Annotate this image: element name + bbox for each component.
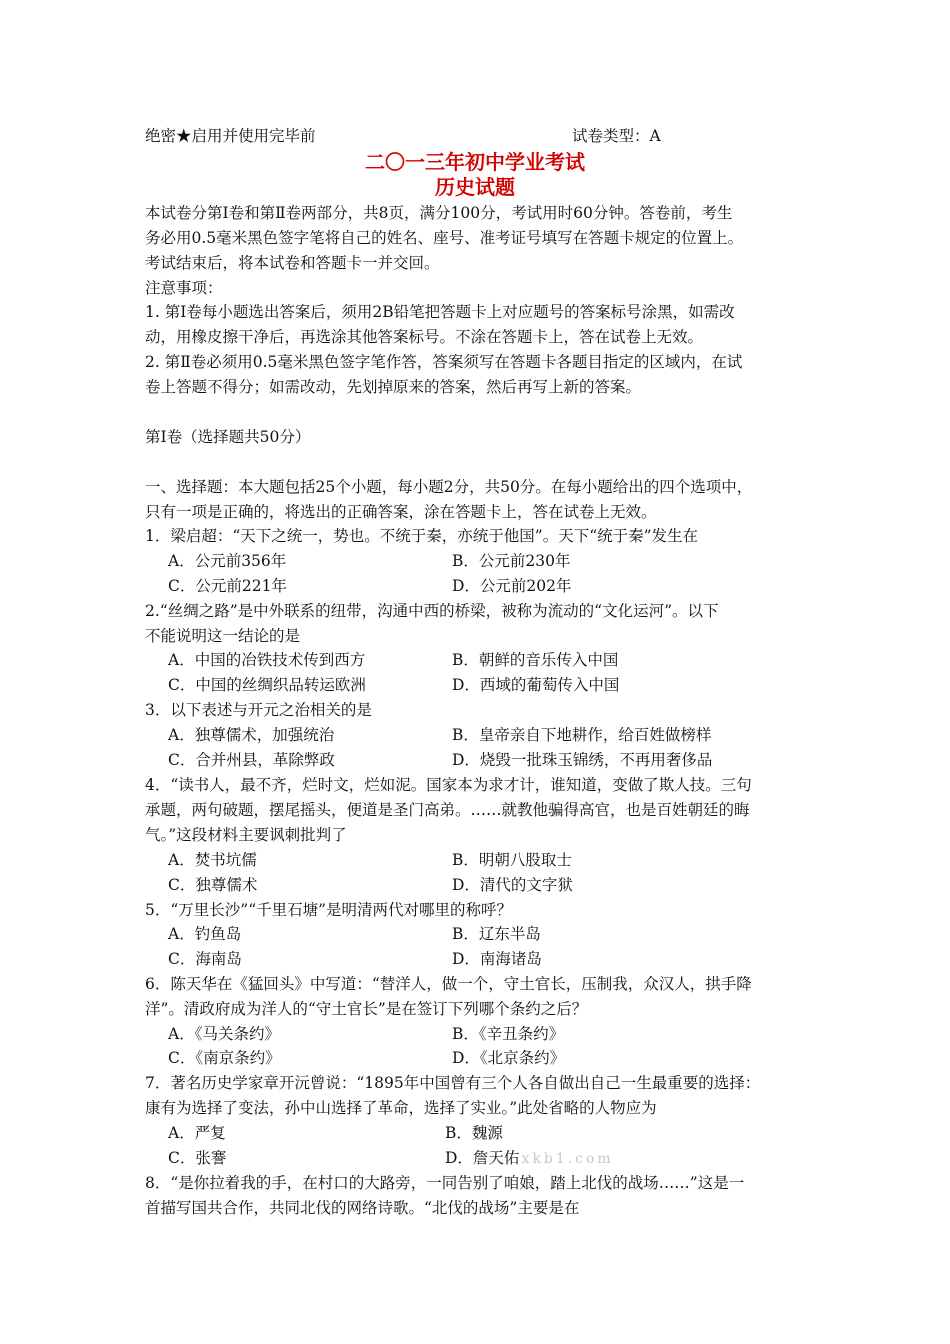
notice-line: 卷上答题不得分；如需改动，先划掉原来的答案，然后再写上新的答案。: [145, 378, 642, 396]
q3-option-c[interactable]: C．合并州县，革除弊政: [168, 751, 335, 769]
q1-option-d[interactable]: D．公元前202年: [452, 577, 572, 595]
question-6: 6．陈天华在《猛回头》中写道：“替洋人，做一个，守土官长，压制我，众汉人，拱手降: [145, 975, 752, 993]
exam-title: 二〇一三年初中学业考试: [365, 150, 585, 174]
q6-option-b[interactable]: B．《辛丑条约》: [452, 1025, 565, 1043]
question-6: 洋”。清政府成为洋人的“守土官长”是在签订下列哪个条约之后？: [145, 1000, 588, 1018]
notice-line: 2. 第Ⅱ卷必须用0.5毫米黑色签字笔作答，答案须写在答题卡各题目指定的区域内，在试: [145, 353, 743, 371]
q3-option-b[interactable]: B．皇帝亲自下地耕作，给百姓做榜样: [452, 726, 712, 744]
question-3: 3．以下表述与开元之治相关的是: [145, 701, 372, 719]
question-8: 8．“是你拉着我的手，在村口的大路旁，一同告别了咱娘，踏上北伐的战场……”这是一: [145, 1174, 745, 1192]
intro-line: 务必用0.5毫米黑色签字笔将自己的姓名、座号、准考证号填写在答题卡规定的位置上。: [145, 229, 744, 247]
q2-option-c[interactable]: C．中国的丝绸织品转运欧洲: [168, 676, 366, 694]
exam-subtitle: 历史试题: [435, 175, 515, 199]
question-7: 康有为选择了变法，孙中山选择了革命，选择了实业。”此处省略的人物应为: [145, 1099, 657, 1117]
question-4: 4．“读书人，最不齐，烂时文，烂如泥。国家本为求才计，谁知道，变做了欺人技。三句: [145, 776, 752, 794]
q4-option-d[interactable]: D．清代的文字狱: [452, 876, 573, 894]
q7-option-b[interactable]: B．魏源: [445, 1124, 503, 1142]
notice-line: 1. 第Ⅰ卷每小题选出答案后，须用2B铅笔把答题卡上对应题号的答案标号涂黑，如需改: [145, 303, 735, 321]
part-intro: 只有一项是正确的，将选出的正确答案，涂在答题卡上，答在试卷上无效。: [145, 503, 657, 521]
q7-option-d[interactable]: D．詹天佑: [445, 1149, 520, 1167]
question-5: 5．“万里长沙”“千里石塘”是明清两代对哪里的称呼？: [145, 901, 513, 919]
q3-option-d[interactable]: D．烧毁一批珠玉锦绣，不再用奢侈品: [452, 751, 713, 769]
notice-heading: 注意事项：: [145, 279, 223, 297]
paper-type: 试卷类型：A: [572, 127, 661, 145]
question-4: 承题，两句破题，摆尾摇头，便道是圣门高弟。……就教他骗得高官，也是百姓朝廷的晦: [145, 801, 750, 819]
q2-option-a[interactable]: A．中国的冶铁技术传到西方: [168, 651, 366, 669]
question-4: 气。”这段材料主要讽刺批判了: [145, 826, 347, 844]
part-intro: 一、选择题：本大题包括25个小题，每小题2分，共50分。在每小题给出的四个选项中，: [145, 478, 753, 496]
q6-option-d[interactable]: D．《北京条约》: [452, 1049, 566, 1067]
q2-option-b[interactable]: B．朝鲜的音乐传入中国: [452, 651, 619, 669]
question-2: 不能说明这一结论的是: [145, 627, 301, 645]
watermark: xkb1.com: [521, 1151, 614, 1167]
q7-option-d-row: [445, 1148, 614, 1169]
q5-option-a[interactable]: A．钓鱼岛: [168, 925, 242, 943]
question-2: 2.“丝绸之路”是中外联系的纽带，沟通中西的桥梁，被称为流动的“文化运河”。以下: [145, 602, 719, 620]
q1-option-b[interactable]: B．公元前230年: [452, 552, 571, 570]
intro-line: 本试卷分第Ⅰ卷和第Ⅱ卷两部分，共8页，满分100分，考试用时60分钟。答卷前，考生: [145, 204, 733, 222]
q6-option-a[interactable]: A．《马关条约》: [168, 1025, 280, 1043]
secret-label: 绝密★启用并使用完毕前: [145, 127, 316, 145]
q4-option-a[interactable]: A．焚书坑儒: [168, 851, 257, 869]
q1-option-c[interactable]: C．公元前221年: [168, 577, 287, 595]
q7-option-a[interactable]: A．严复: [168, 1124, 226, 1142]
q5-option-c[interactable]: C．海南岛: [168, 950, 242, 968]
q6-option-c[interactable]: C．《南京条约》: [168, 1049, 281, 1067]
q4-option-b[interactable]: B．明朝八股取士: [452, 851, 572, 869]
section-heading: 第Ⅰ卷（选择题共50分）: [145, 428, 311, 446]
question-1: 1．梁启超：“天下之统一，势也。不统于秦，亦统于他国”。天下“统于秦”发生在: [145, 527, 699, 545]
question-7: 7．著名历史学家章开沅曾说：“1895年中国曾有三个人各自做出自己一生最重要的选择：: [145, 1074, 761, 1092]
q5-option-b[interactable]: B．辽东半岛: [452, 925, 541, 943]
q2-option-d[interactable]: D．西域的葡萄传入中国: [452, 676, 620, 694]
q5-option-d[interactable]: D．南海诸岛: [452, 950, 542, 968]
q7-option-c[interactable]: C．张謇: [168, 1149, 227, 1167]
intro-line: 考试结束后，将本试卷和答题卡一并交回。: [145, 254, 440, 272]
q1-option-a[interactable]: A．公元前356年: [168, 552, 287, 570]
notice-line: 动，用橡皮擦干净后，再选涂其他答案标号。不涂在答题卡上，答在试卷上无效。: [145, 328, 704, 346]
question-8: 首描写国共合作，共同北伐的网络诗歌。“北伐的战场”主要是在: [145, 1199, 580, 1217]
q4-option-c[interactable]: C．独尊儒术: [168, 876, 258, 894]
q3-option-a[interactable]: A．独尊儒术，加强统治: [168, 726, 335, 744]
